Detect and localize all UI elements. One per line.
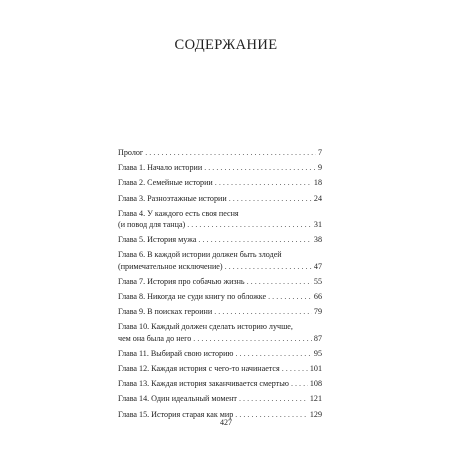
toc-entry-title: Глава 13. Каждая история заканчивается смертью [118,379,289,389]
toc-entry-title: (примечательное исключение) [118,261,223,271]
toc-entry-page: 121 [309,394,322,404]
toc-entry-title: Глава 1. Начало истории [118,163,203,173]
toc-entry [118,147,322,158]
toc-entry-page: 55 [313,276,322,286]
dot-leader [214,306,312,317]
toc-entry-title: Глава 3. Разноэтажные истории [118,193,227,203]
dot-leader [235,348,311,359]
table-of-contents [118,147,322,424]
toc-entry-page: 95 [313,348,322,358]
toc-entry [118,378,322,389]
toc-entry-line [118,276,322,287]
toc-entry-line [118,333,322,344]
toc-entry-page: 129 [309,409,322,419]
toc-entry-title: Глава 5. История мужа [118,235,197,245]
toc-entry-title: Глава 2. Семейные истории [118,178,213,188]
toc-entry [118,306,322,317]
toc-entry-line [118,261,322,272]
toc-entry-title: Глава 10. Каждый должен сделать историю лучше, [118,322,293,332]
toc-entry-title: Пролог [118,148,144,157]
toc-entry-line [118,219,322,230]
toc-entry-line [118,234,322,245]
toc-entry-page: 18 [313,178,322,188]
toc-entry-line [118,393,322,404]
toc-entry-title: Глава 8. Никогда не суди книгу по обложке [118,292,267,302]
dot-leader [291,378,308,389]
toc-entry-line [118,249,322,260]
toc-entry [118,291,322,302]
toc-entry-line [118,321,322,332]
toc-entry-page: 108 [309,379,322,389]
toc-entry-page: 7 [317,148,322,157]
dot-leader [247,276,312,287]
toc-entry-line [118,162,322,173]
toc-entry [118,208,322,230]
toc-entry [118,363,322,374]
toc-entry-title: Глава 7. История про собачью жизнь [118,276,245,286]
toc-entry [118,276,322,287]
toc-entry [118,321,322,343]
toc-entry-title: Глава 15. История старая как мир [118,409,234,419]
dot-leader [239,393,308,404]
toc-entry-page: 79 [313,307,322,317]
page-number: 427 [220,418,232,427]
toc-entry [118,177,322,188]
toc-entry [118,348,322,359]
toc-entry [118,249,322,271]
toc-entry [118,234,322,245]
dot-leader [268,291,312,302]
toc-entry-page: 24 [313,193,322,203]
toc-entry-page: 66 [313,292,322,302]
toc-entry-line [118,306,322,317]
toc-entry-line [118,147,322,158]
toc-entry-title: Глава 14. Один идеальный момент [118,394,237,404]
dot-leader [187,219,312,230]
toc-entry-line [118,378,322,389]
dot-leader [215,177,312,188]
toc-heading: СОДЕРЖАНИЕ [174,37,278,53]
toc-entry-page: 38 [313,235,322,245]
toc-entry-line [118,291,322,302]
toc-entry-page: 101 [309,364,322,374]
toc-entry-line [118,363,322,374]
toc-entry [118,393,322,404]
toc-entry [118,193,322,204]
toc-entry-title: Глава 4. У каждого есть своя песня [118,208,239,218]
toc-entry-page: 87 [313,333,322,343]
toc-entry-title: Глава 11. Выбирай свою историю [118,348,234,358]
toc-entry-line [118,208,322,219]
dot-leader [225,261,312,272]
toc-entry-title: Глава 9. В поисках героини [118,307,213,317]
toc-entry-line [118,193,322,204]
toc-entry-title: (и повод для танца) [118,220,186,230]
toc-entry [118,162,322,173]
toc-entry-page: 47 [313,261,322,271]
toc-entry-title: Глава 6. В каждой истории должен быть злодей [118,250,282,260]
dot-leader [198,234,311,245]
toc-entry-line [118,348,322,359]
dot-leader [204,162,316,173]
toc-entry-page: 31 [313,220,322,230]
dot-leader [282,363,308,374]
dot-leader [229,193,312,204]
toc-entry-line [118,177,322,188]
toc-entry-title: чем она была до него [118,333,192,343]
toc-entry-title: Глава 12. Каждая история с чего-то начинается [118,364,280,374]
dot-leader [193,333,312,344]
toc-entry-page: 9 [317,163,322,173]
dot-leader [145,147,316,158]
